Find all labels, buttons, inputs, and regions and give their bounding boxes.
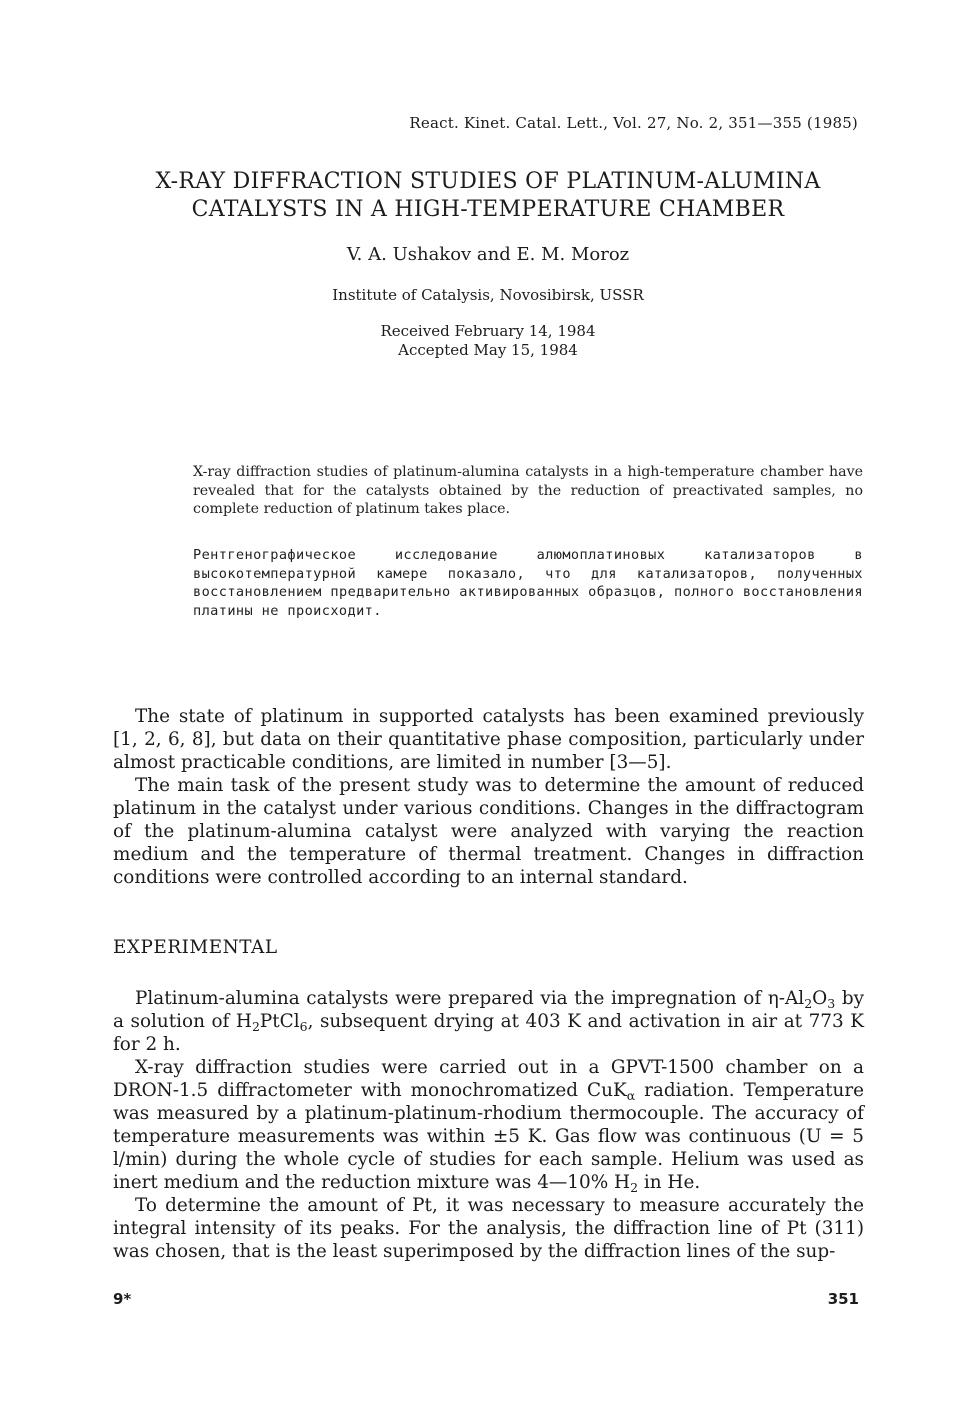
exp-p2-text-c: in He.	[638, 1172, 701, 1193]
subscript-6: 6	[299, 1018, 308, 1034]
subscript-2: 2	[251, 1018, 260, 1034]
title-line-1: X-RAY DIFFRACTION STUDIES OF PLATINUM-ALUMINA	[155, 169, 821, 194]
abstract-russian: Рентгенографическое исследование алюмоплатиновых катализаторов в высокотемпературной камере показало, что для катализаторов, полученных восстановлением предварительно активированных образцов, полного восстановления платины не происходит.	[193, 547, 863, 619]
abstract-english: X-ray diffraction studies of platinum-alumina catalysts in a high-temperature chamber have revealed that for the catalysts obtained by the reduction of preactivated samples, no complete reduction of platinum takes place.	[193, 464, 863, 517]
exp-p1-text-b: O	[812, 988, 828, 1009]
exp-p1-text-a: Platinum-alumina catalysts were prepared via the impregnation of η-Al	[135, 988, 805, 1009]
affiliation: Institute of Catalysis, Novosibirsk, USSR	[332, 286, 644, 304]
subscript-3: 3	[827, 995, 836, 1011]
submission-dates	[0, 322, 976, 360]
intro-paragraph-1: The state of platinum in supported catalysts has been examined previously [1, 2, 6, 8], but data on their quantitative phase composition, particularly under almost practicable conditions, are limited in number [3—5].	[113, 706, 864, 773]
exp-p2-text-b: radiation. Temperature was measured by a platinum-platinum-rhodium thermocouple. The accuracy of temperature measurements was within ±5 K. Gas flow was continuous (U = 5 l/min) during the whole cycle of studies for each sample. Helium was used as inert medium and the reduction mixture was 4—10% H	[113, 1080, 864, 1193]
introduction-section	[113, 705, 864, 889]
exp-p1-text-c: by a solution of H	[113, 988, 864, 1032]
experimental-paragraph-3: To determine the amount of Pt, it was necessary to measure accurately the integral intensity of its peaks. For the analysis, the diffraction line of Pt (311) was chosen, that is the least superimposed by the diffraction lines of the sup-	[113, 1195, 864, 1262]
experimental-section	[113, 987, 864, 1263]
received-date: Received February 14, 1984	[380, 322, 596, 340]
title-line-2: CATALYSTS IN A HIGH-TEMPERATURE CHAMBER	[191, 197, 785, 222]
subscript-2: 2	[804, 995, 813, 1011]
section-heading-experimental: EXPERIMENTAL	[113, 937, 278, 958]
page-number: 351	[827, 1290, 859, 1308]
accepted-date: Accepted May 15, 1984	[398, 341, 578, 359]
journal-citation: React. Kinet. Catal. Lett., Vol. 27, No. 2, 351—355 (1985)	[409, 114, 858, 132]
exp-p1-text-e: , subsequent drying at 403 K and activation in air at 773 K for 2 h.	[113, 1011, 864, 1055]
subscript-alpha: α	[626, 1087, 636, 1103]
exp-p2-text-a: X-ray diffraction studies were carried out in a GPVT-1500 chamber on a DRON-1.5 diffractometer with monochromatized CuK	[113, 1057, 864, 1101]
experimental-paragraph-2	[113, 1056, 864, 1194]
paper-title	[0, 168, 976, 224]
intro-paragraph-2: The main task of the present study was to determine the amount of reduced platinum in the catalyst under various conditions. Changes in the diffractogram of the platinum-alumina catalyst were analyzed with varying the reaction medium and the temperature of thermal treatment. Changes in diffraction conditions were controlled according to an internal standard.	[113, 775, 864, 888]
exp-p1-text-d: PtCl	[259, 1011, 300, 1032]
experimental-paragraph-1	[113, 987, 864, 1056]
authors: V. A. Ushakov and E. M. Moroz	[346, 244, 630, 265]
subscript-2: 2	[630, 1179, 639, 1195]
signature-mark: 9*	[113, 1290, 132, 1308]
